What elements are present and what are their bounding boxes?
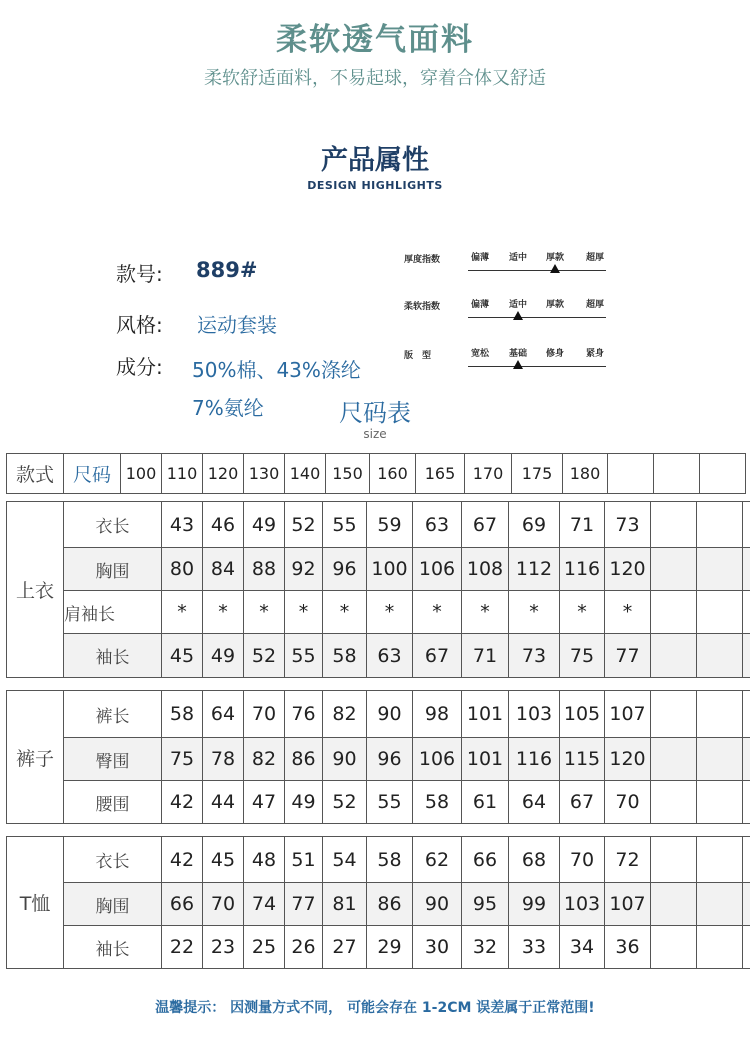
size-col-header: 180 [563,454,608,494]
measurement-value: 90 [323,738,367,781]
row-label: 肩袖长 [64,591,162,634]
measurement-value: 29 [367,926,413,969]
empty-cell [743,837,750,883]
style-value: 运动套装 [197,313,277,337]
empty-cell [651,634,697,678]
empty-cell [697,548,743,591]
measurement-value: 58 [323,634,367,678]
measurement-value: 52 [285,502,323,548]
size-col-header: 120 [203,454,244,494]
measurement-value: 54 [323,837,367,883]
group-table-pants [6,690,750,824]
measurement-value: 75 [560,634,605,678]
empty-cell [700,454,746,494]
group-name: T恤 [7,837,64,969]
empty-cell [608,454,654,494]
size-chart-subtitle: size [363,427,387,441]
size-chart-title: 尺码表 [339,399,411,427]
measurement-value: 72 [605,837,651,883]
row-label: 衣长 [64,837,162,883]
measurement-row [7,591,750,634]
measurement-value: 103 [509,691,560,738]
composition-label: 成分: [116,355,163,379]
section-title: 产品属性 [321,145,429,176]
measurement-value: 55 [367,781,413,824]
measurement-row [7,548,750,591]
empty-cell [743,738,750,781]
measurement-value: 58 [162,691,203,738]
measurement-value: 70 [605,781,651,824]
measurement-value: 74 [244,883,285,926]
measurement-value: 76 [285,691,323,738]
empty-cell [743,634,750,678]
size-col-header: 175 [512,454,563,494]
empty-cell [743,502,750,548]
measurement-value: 120 [605,548,651,591]
empty-cell [697,634,743,678]
scale-option: 超厚 [585,253,604,263]
measurement-value: 105 [560,691,605,738]
measurement-row [7,738,750,781]
empty-cell [651,738,697,781]
measurement-value: 84 [203,548,244,591]
measurement-value: 99 [509,883,560,926]
row-label: 胸围 [64,548,162,591]
measurement-value: 96 [367,738,413,781]
empty-cell [651,926,697,969]
scale-option: 偏薄 [470,253,489,263]
style-label: 风格: [116,313,163,337]
measurement-value: * [560,591,605,634]
measurement-value: * [285,591,323,634]
measurement-value: 23 [203,926,244,969]
scale-option: 偏薄 [470,300,489,310]
empty-cell [743,926,750,969]
scale-name: 厚度指数 [404,255,441,265]
measurement-value: 68 [509,837,560,883]
measurement-value: 55 [285,634,323,678]
measurement-value: 95 [462,883,509,926]
row-label: 裤长 [64,691,162,738]
banner-title: 柔软透气面料 [276,22,474,58]
measurement-value: 51 [285,837,323,883]
empty-cell [743,883,750,926]
empty-cell [651,691,697,738]
measurement-value: 77 [605,634,651,678]
empty-cell [651,548,697,591]
scale-option: 基础 [508,349,527,359]
measurement-value: 63 [367,634,413,678]
measurement-value: 77 [285,883,323,926]
measurement-value: 82 [323,691,367,738]
measurement-value: 107 [605,691,651,738]
empty-cell [697,691,743,738]
scale-name: 版 型 [404,351,432,361]
measurement-value: 49 [285,781,323,824]
scale-marker-icon [513,311,523,320]
measurement-value: 52 [244,634,285,678]
measurement-value: 67 [413,634,462,678]
measurement-value: 49 [244,502,285,548]
measurement-value: 33 [509,926,560,969]
empty-cell [743,548,750,591]
measurement-value: 58 [413,781,462,824]
measurement-row [7,502,750,548]
measurement-value: 96 [323,548,367,591]
empty-cell [654,454,700,494]
scale-line [468,366,606,367]
group-table-tshirt [6,836,750,969]
model-value: 889# [196,258,258,282]
scale-line [468,317,606,318]
group-table-top [6,501,750,678]
measurement-value: 36 [605,926,651,969]
empty-cell [651,781,697,824]
measurement-value: * [244,591,285,634]
empty-cell [697,591,743,634]
measurement-value: 34 [560,926,605,969]
measurement-value: 73 [509,634,560,678]
empty-cell [743,781,750,824]
measurement-value: 67 [560,781,605,824]
measurement-value: 46 [203,502,244,548]
banner-subtitle: 柔软舒适面料，不易起球，穿着合体又舒适 [204,68,546,89]
measurement-value: 92 [285,548,323,591]
measurement-value: 82 [244,738,285,781]
measurement-value: 103 [560,883,605,926]
scale-option: 紧身 [585,349,604,359]
measurement-value: 75 [162,738,203,781]
measurement-value: 69 [509,502,560,548]
measurement-value: 107 [605,883,651,926]
composition-line1: 50%棉、43%涤纶 [192,358,361,382]
scale-option: 超厚 [585,300,604,310]
measurement-value: 64 [203,691,244,738]
size-col-header: 165 [416,454,465,494]
measurement-value: 27 [323,926,367,969]
measurement-value: 116 [509,738,560,781]
measurement-value: 66 [162,883,203,926]
measurement-value: * [462,591,509,634]
measurement-value: 44 [203,781,244,824]
empty-cell [743,691,750,738]
measurement-value: 49 [203,634,244,678]
row-label: 衣长 [64,502,162,548]
scale-marker-icon [513,360,523,369]
empty-cell [651,591,697,634]
row-label: 袖长 [64,926,162,969]
empty-cell [697,502,743,548]
measurement-value: 80 [162,548,203,591]
empty-cell [697,883,743,926]
measurement-value: 45 [203,837,244,883]
scale-option: 宽松 [470,349,489,359]
measurement-value: 55 [323,502,367,548]
scale-line [468,270,606,271]
size-header-table [6,453,746,494]
measurement-value: 86 [285,738,323,781]
row-label: 袖长 [64,634,162,678]
measurement-value: 106 [413,548,462,591]
measurement-value: 71 [462,634,509,678]
measurement-value: 101 [462,738,509,781]
empty-cell [697,926,743,969]
measurement-value: 43 [162,502,203,548]
scale-option: 厚款 [545,300,564,310]
size-header: 尺码 [64,454,121,494]
group-name: 裤子 [7,691,64,824]
measurement-value: 61 [462,781,509,824]
size-header-row [7,454,746,494]
scale-marker-icon [550,264,560,273]
measurement-row [7,926,750,969]
measurement-value: 78 [203,738,244,781]
size-col-header: 140 [285,454,326,494]
size-col-header: 150 [326,454,370,494]
row-label: 胸围 [64,883,162,926]
measurement-value: * [367,591,413,634]
scale-option: 厚款 [545,253,564,263]
style-header: 款式 [7,454,64,494]
footer-note: 温馨提示： 因测量方式不同， 可能会存在 1-2CM 误差属于正常范围! [155,1000,595,1016]
measurement-value: 66 [462,837,509,883]
measurement-value: 25 [244,926,285,969]
size-col-header: 100 [121,454,162,494]
scale-option: 修身 [545,349,564,359]
model-label: 款号: [116,262,163,286]
measurement-row [7,883,750,926]
empty-cell [743,591,750,634]
measurement-value: 116 [560,548,605,591]
empty-cell [697,781,743,824]
empty-cell [697,837,743,883]
measurement-value: 100 [367,548,413,591]
size-col-header: 110 [162,454,203,494]
measurement-value: 71 [560,502,605,548]
empty-cell [651,502,697,548]
measurement-value: 98 [413,691,462,738]
measurement-value: 22 [162,926,203,969]
empty-cell [651,837,697,883]
measurement-value: * [605,591,651,634]
measurement-row [7,691,750,738]
measurement-value: * [203,591,244,634]
section-subtitle: DESIGN HIGHLIGHTS [307,179,443,192]
measurement-value: 81 [323,883,367,926]
scale-name: 柔软指数 [404,302,441,312]
measurement-value: 70 [203,883,244,926]
measurement-row [7,781,750,824]
measurement-value: 62 [413,837,462,883]
size-col-header: 160 [370,454,416,494]
size-col-header: 130 [244,454,285,494]
measurement-value: 88 [244,548,285,591]
measurement-value: 26 [285,926,323,969]
measurement-value: 45 [162,634,203,678]
group-name: 上衣 [7,502,64,678]
measurement-value: * [509,591,560,634]
measurement-value: 86 [367,883,413,926]
measurement-value: 42 [162,837,203,883]
measurement-value: 30 [413,926,462,969]
measurement-value: 52 [323,781,367,824]
measurement-value: 67 [462,502,509,548]
measurement-value: 47 [244,781,285,824]
scale-option: 适中 [508,300,527,310]
measurement-value: 90 [367,691,413,738]
measurement-value: 64 [509,781,560,824]
measurement-value: 42 [162,781,203,824]
measurement-value: * [413,591,462,634]
measurement-value: 106 [413,738,462,781]
measurement-value: 48 [244,837,285,883]
size-col-header: 170 [465,454,512,494]
measurement-value: 32 [462,926,509,969]
measurement-value: * [162,591,203,634]
measurement-value: 70 [244,691,285,738]
measurement-value: 90 [413,883,462,926]
measurement-row [7,634,750,678]
measurement-value: 112 [509,548,560,591]
measurement-value: 115 [560,738,605,781]
measurement-value: 73 [605,502,651,548]
measurement-value: 108 [462,548,509,591]
measurement-value: 120 [605,738,651,781]
row-label: 臀围 [64,738,162,781]
composition-line2: 7%氨纶 [192,396,264,420]
empty-cell [651,883,697,926]
row-label: 腰围 [64,781,162,824]
measurement-value: 58 [367,837,413,883]
measurement-row [7,837,750,883]
measurement-value: 59 [367,502,413,548]
measurement-value: 63 [413,502,462,548]
measurement-value: 101 [462,691,509,738]
measurement-value: 70 [560,837,605,883]
scale-option: 适中 [508,253,527,263]
empty-cell [697,738,743,781]
measurement-value: * [323,591,367,634]
